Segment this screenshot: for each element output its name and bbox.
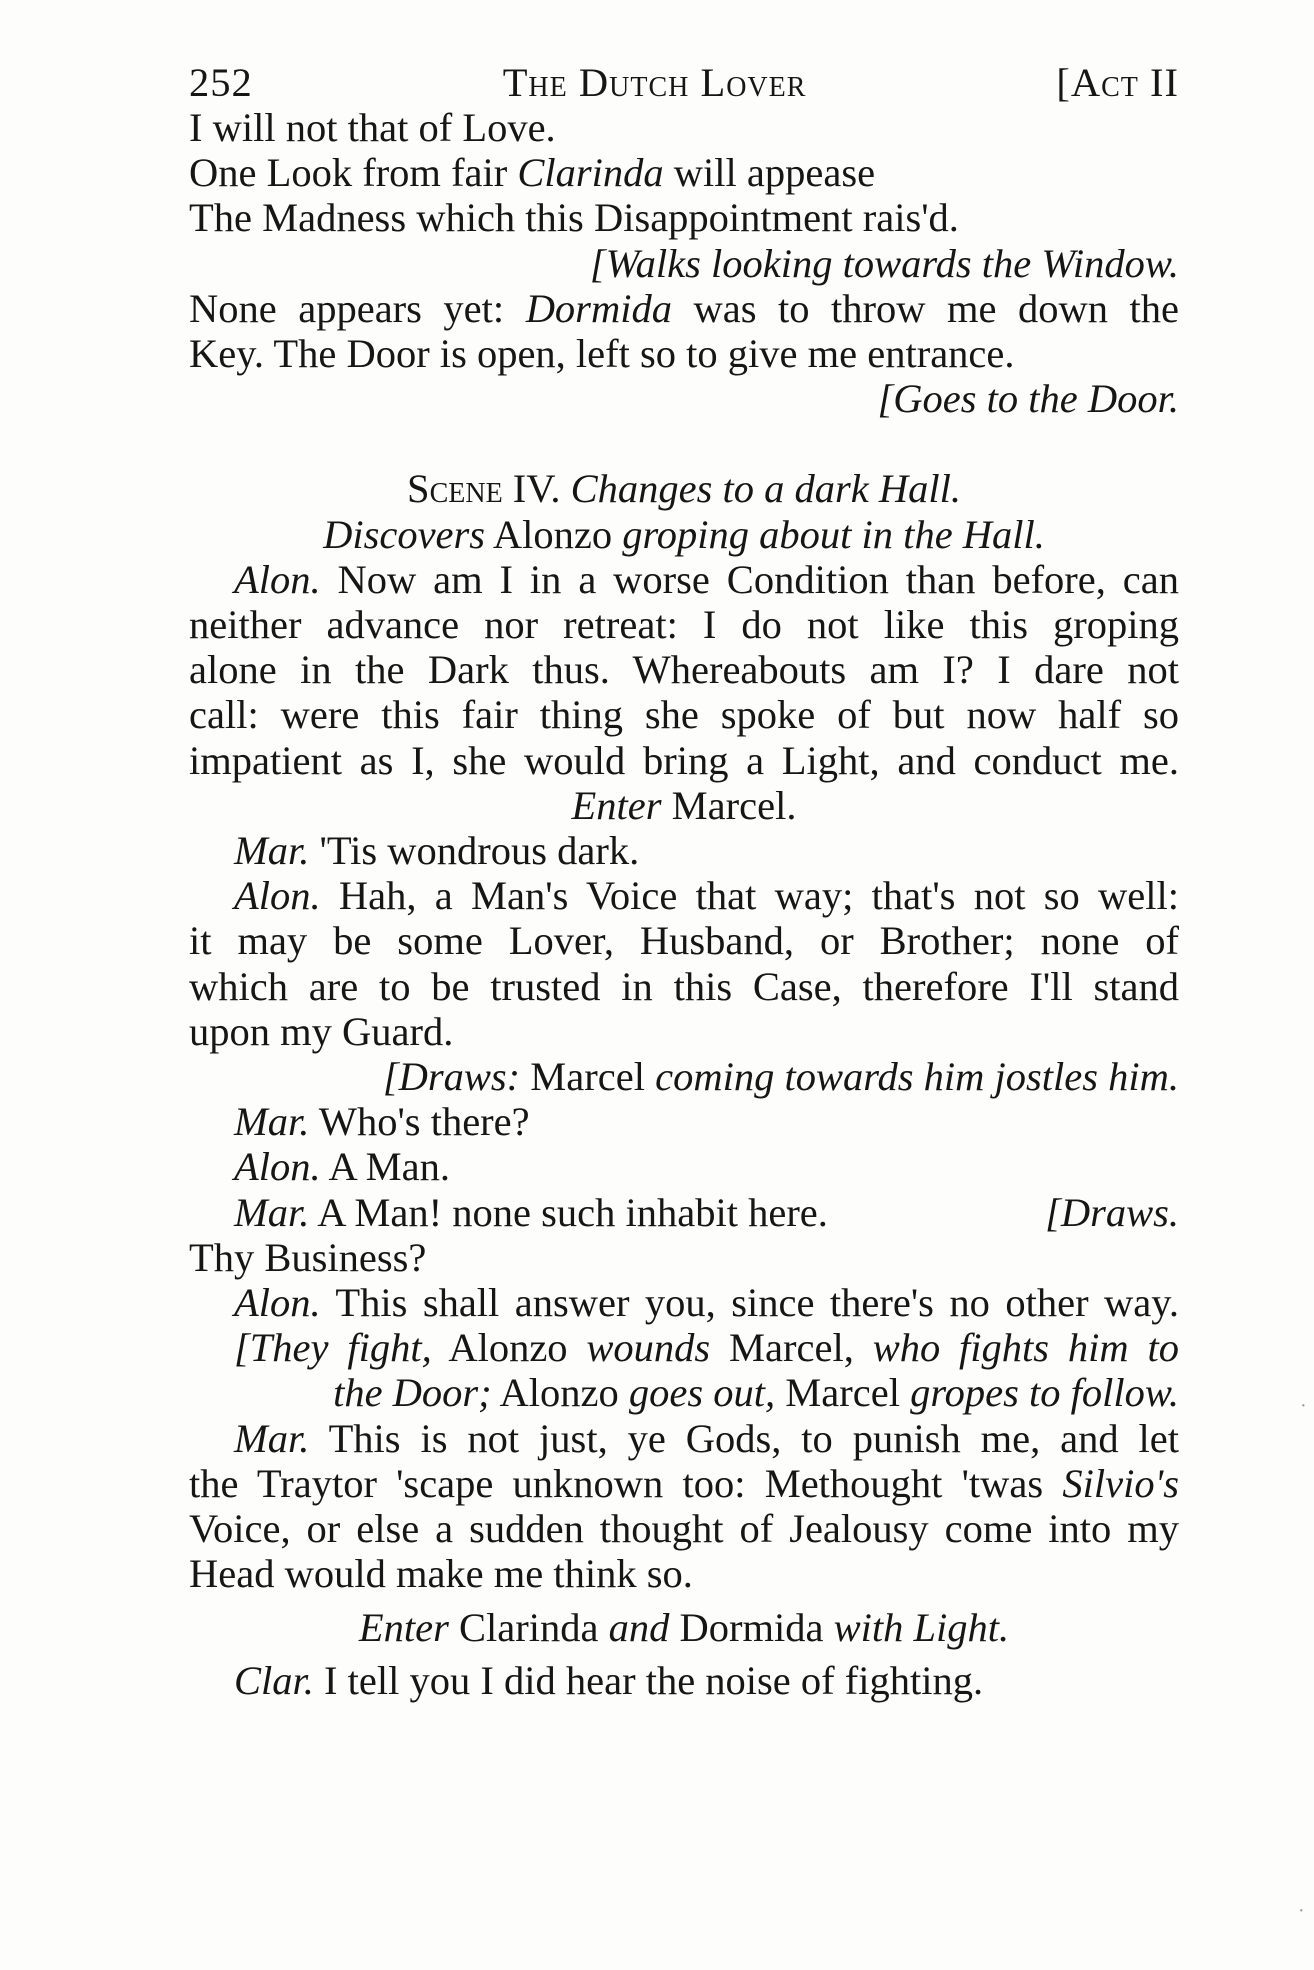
speaker-name: Alon. bbox=[234, 1280, 321, 1326]
stage-direction: Enter Marcel. bbox=[571, 782, 797, 828]
stage-direction: [Draws. bbox=[1045, 1189, 1179, 1235]
text-block bbox=[189, 60, 1179, 1703]
speaker-name: Clar. bbox=[234, 1657, 314, 1703]
speaker-name: Mar. bbox=[234, 828, 310, 874]
dialogue-line: Thy Business? bbox=[189, 1234, 427, 1280]
verse-line: I will not that of Love. bbox=[189, 105, 556, 150]
speaker-name: Alon. bbox=[234, 556, 321, 602]
speaker-name: Mar. bbox=[234, 1099, 310, 1145]
act-label: [Act II bbox=[1056, 60, 1179, 105]
dialogue-line: Voice, or else a sudden thought of Jealousy come into my bbox=[189, 1506, 1179, 1552]
running-head bbox=[189, 60, 1179, 105]
dialogue-line: the Traytor 'scape unknown too: Methought 'twas Silvio's bbox=[189, 1460, 1179, 1506]
dialogue-line: upon my Guard. bbox=[189, 1008, 454, 1054]
verse-line: One Look from fair Clarinda will appease bbox=[189, 150, 876, 196]
stage-direction: [They fight, Alonzo wounds Marcel, who fights him to bbox=[234, 1325, 1179, 1371]
stage-direction: the Door; Alonzo goes out, Marcel gropes to follow. bbox=[333, 1370, 1179, 1416]
dialogue-line: Mar. This is not just, ye Gods, to punish me, and let bbox=[234, 1415, 1179, 1461]
speaker-name: Mar. bbox=[234, 1189, 310, 1235]
dialogue-line: it may be some Lover, Husband, or Brother; none of bbox=[189, 918, 1179, 964]
book-title: The Dutch Lover bbox=[502, 60, 807, 105]
stage-direction: [Walks looking towards the Window. bbox=[589, 240, 1179, 286]
stage-direction: [Draws: Marcel coming towards him jostles him. bbox=[382, 1054, 1179, 1100]
speaker-name: Alon. bbox=[234, 1144, 321, 1190]
dialogue-line: Mar. A Man! none such inhabit here. [Draws. bbox=[234, 1189, 1179, 1235]
dialogue-line: Alon. Hah, a Man's Voice that way; that's not so well: bbox=[234, 873, 1179, 919]
dialogue-line: Head would make me think so. bbox=[189, 1551, 693, 1597]
prose-line: None appears yet: Dormida was to throw me down the bbox=[189, 285, 1179, 331]
dialogue-line: Mar. 'Tis wondrous dark. bbox=[234, 828, 640, 874]
dialogue-line: which are to be trusted in this Case, therefore I'll stand bbox=[189, 963, 1179, 1009]
stage-direction: Discovers Alonzo groping about in the Hall. bbox=[323, 511, 1045, 557]
stage-direction: [Goes to the Door. bbox=[877, 376, 1179, 422]
dialogue-line: Clar. I tell you I did hear the noise of fighting. bbox=[234, 1657, 984, 1703]
speaker-name: Mar. bbox=[234, 1415, 310, 1461]
speaker-name: Alon. bbox=[234, 873, 321, 919]
page-speck: · bbox=[1300, 1395, 1307, 1417]
prose-line: Key. The Door is open, left so to give me entrance. bbox=[189, 331, 1015, 377]
dialogue-line: neither advance nor retreat: I do not like this groping bbox=[189, 602, 1179, 648]
dialogue-line: Alon. Now am I in a worse Condition than before, can bbox=[234, 556, 1179, 602]
dialogue-line: alone in the Dark thus. Whereabouts am I? I dare not bbox=[189, 647, 1179, 693]
dialogue-line: Alon. A Man. bbox=[234, 1144, 451, 1190]
page-speck: · bbox=[1298, 1900, 1305, 1922]
dialogue-line: Alon. This shall answer you, since there's no other way. bbox=[234, 1280, 1179, 1326]
verse-line: The Madness which this Disappointment rais'd. bbox=[189, 195, 959, 241]
dialogue-line: Mar. Who's there? bbox=[234, 1099, 530, 1145]
dialogue-line: call: were this fair thing she spoke of but now half so bbox=[189, 692, 1179, 738]
stage-direction: Enter Clarinda and Dormida with Light. bbox=[358, 1604, 1010, 1650]
scene-heading: Scene IV. Changes to a dark Hall. bbox=[407, 466, 961, 512]
page-number: 252 bbox=[189, 60, 253, 105]
dialogue-line: impatient as I, she would bring a Light, and conduct me. bbox=[189, 737, 1179, 783]
